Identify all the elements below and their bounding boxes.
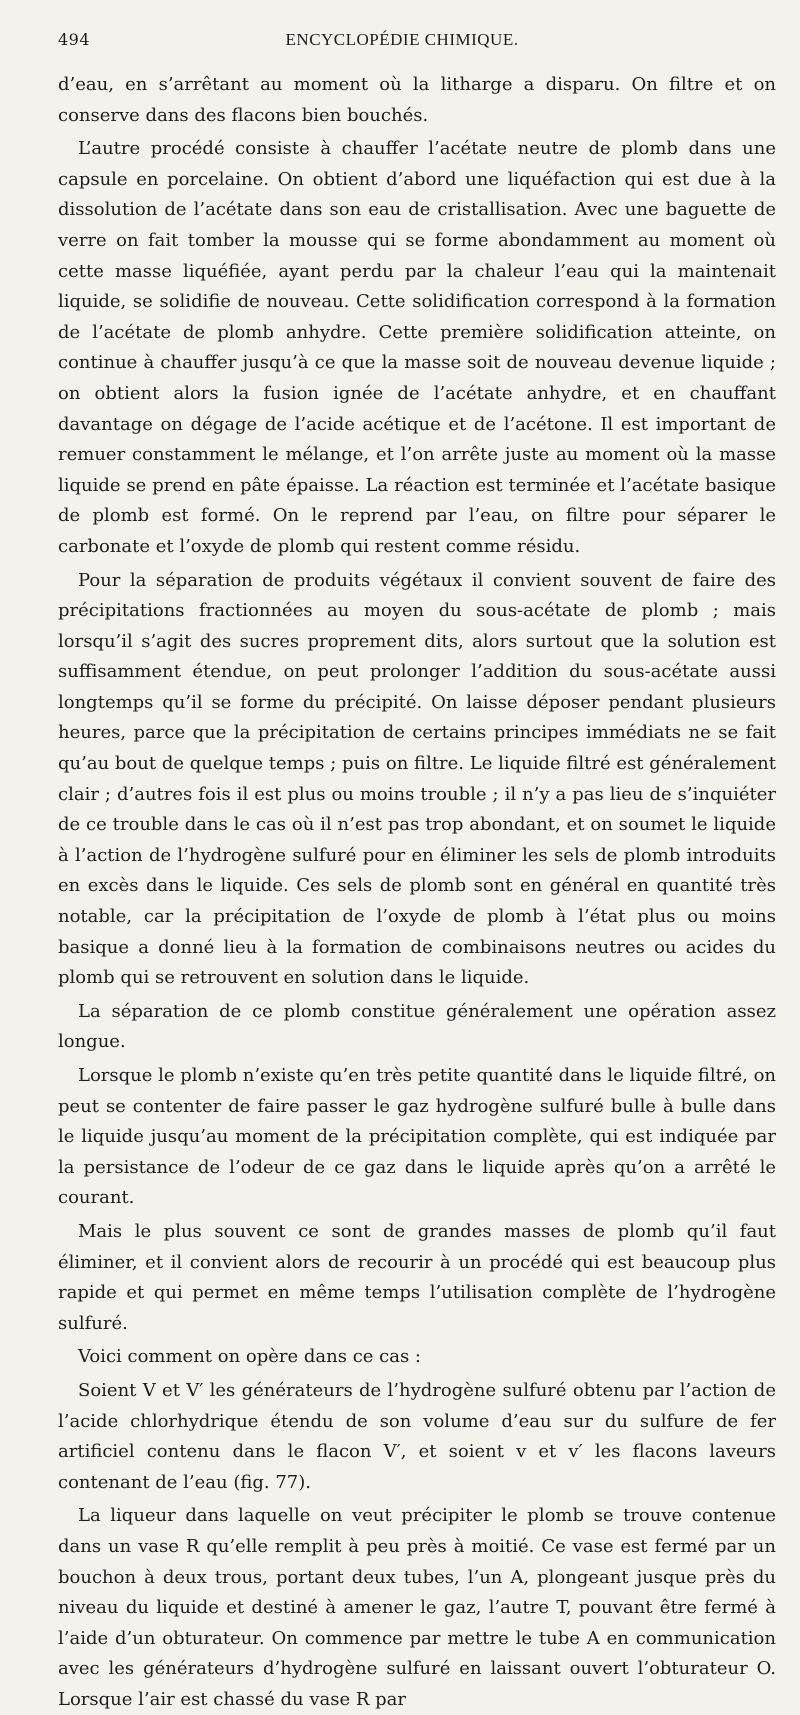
running-title: ENCYCLOPÉDIE CHIMIQUE.	[285, 30, 519, 49]
page-header	[58, 30, 776, 56]
page-number: 494	[58, 30, 91, 49]
paragraph: Mais le plus souvent ce sont de grandes masses de plomb qu’il faut éliminer, et il convient alors de recourir à un procédé qui est beaucoup plus rapide et qui permet en même temps l’utilisation complète de l’hydrogène sulfuré.	[58, 1220, 776, 1334]
paragraph-continued: d’eau, en s’arrêtant au moment où la litharge a disparu. On filtre et on conserve dans des flacons bien bouchés.	[58, 74, 776, 126]
paragraph: Soient V et V′ les générateurs de l’hydrogène sulfuré obtenu par l’action de l’acide chlorhydrique étendu de son volume d’eau sur du sulfure de fer artificiel contenu dans le flacon V′, et soient v et v′ les flacons laveurs contenant de l’eau (fig. 77).	[58, 1379, 776, 1493]
body-text	[58, 70, 776, 1715]
paragraph: La séparation de ce plomb constitue généralement une opération assez longue.	[58, 1000, 776, 1053]
paragraph: Lorsque le plomb n’existe qu’en très petite quantité dans le liquide filtré, on peut se contenter de faire passer le gaz hydrogène sulfuré bulle à bulle dans le liquide jusqu’au moment de la précipitation complète, qui est indiquée par la persistance de l’odeur de ce gaz dans le liquide après qu’on a arrêté le courant.	[58, 1065, 776, 1209]
paragraph: L’autre procédé consiste à chauffer l’acétate neutre de plomb dans une capsule en porcelaine. On obtient d’abord une liquéfaction qui est due à la dissolution de l’acétate dans son eau de cristallisation. Avec une baguette de verre on fait tomber la mousse qui se forme abondamment au moment où cette masse liquéfiée, ayant perdu par la chaleur l’eau qui la maintenait liquide, se solidifie de nouveau. Cette solidification correspond à la formation de l’acétate de plomb anhydre. Cette première solidification atteinte, on continue à chauffer jusqu’à ce que la masse soit de nouveau devenue liquide ; on obtient alors la fusion ignée de l’acétate anhydre, et en chauffant davantage on dégage de l’acide acétique et de l’acétone. Il est important de remuer constamment le mélange, et l’on arrête juste au moment où la masse liquide se prend en pâte épaisse. La réaction est terminée et l’acétate basique de plomb est formé. On le reprend par l’eau, on filtre pour séparer le carbonate et l’oxyde de plomb qui restent comme résidu.	[58, 138, 776, 557]
paragraph: Voici comment on opère dans ce cas :	[78, 1346, 421, 1368]
paragraph: Pour la séparation de produits végétaux il convient souvent de faire des précipitations fractionnées au moyen du sous-acétate de plomb ; mais lorsqu’il s’agit des sucres proprement dits, alors surtout que la solution est suffisamment étendue, on peut prolonger l’addition du sous-acétate aussi longtemps qu’il se forme du précipité. On laisse déposer pendant plusieurs heures, parce que la précipitation de certains principes immédiats ne se fait qu’au bout de quelque temps ; puis on filtre. Le liquide filtré est généralement clair ; d’autres fois il est plus ou moins trouble ; il n’y a pas lieu de s’inquiéter de ce trouble dans le cas où il n’est pas trop abondant, et on soumet le liquide à l’action de l’hydrogène sulfuré pour en éliminer les sels de plomb introduits en excès dans le liquide. Ces sels de plomb sont en général en quantité très notable, car la précipitation de l’oxyde de plomb à l’état plus ou moins basique a donné lieu à la formation de combinaisons neutres ou acides du plomb qui se retrouvent en solution dans le liquide.	[58, 569, 776, 989]
paragraph: La liqueur dans laquelle on veut précipiter le plomb se trouve contenue dans un vase R qu’elle remplit à peu près à moitié. Ce vase est fermé par un bouchon à deux trous, portant deux tubes, l’un A, plongeant jusque près du niveau du liquide et destiné à amener le gaz, l’autre T, pouvant être fermé à l’aide d’un obturateur. On commence par mettre le tube A en communication avec les générateurs d’hydrogène sulfuré en laissant ouvert l’obturateur O. Lorsque l’air est chassé du vase R par	[58, 1505, 776, 1710]
